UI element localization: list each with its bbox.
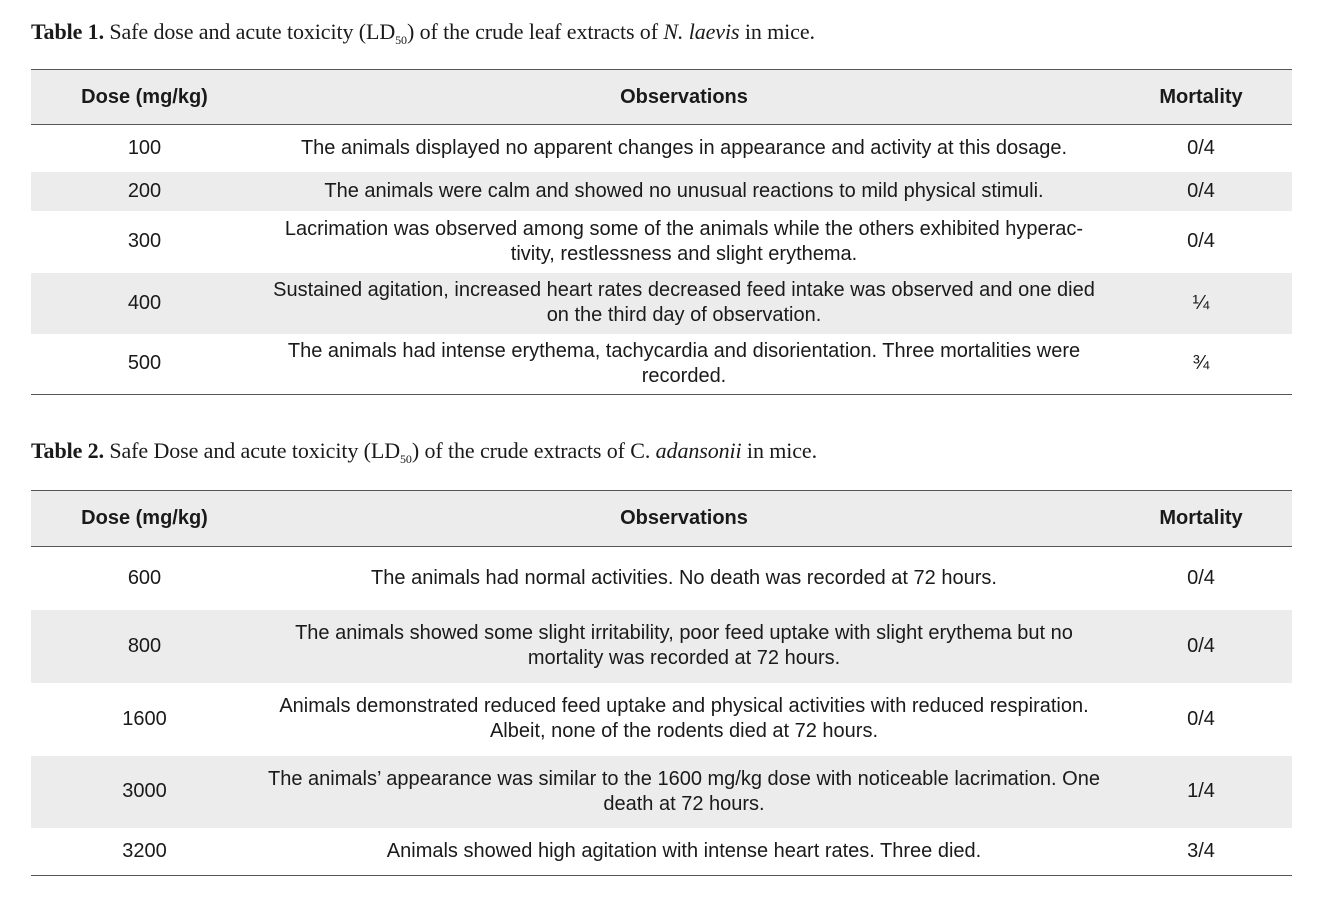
table1-header-row (31, 70, 1292, 125)
mortality-cell: 0/4 (1187, 179, 1215, 202)
observation-cell: The animals were calm and showed no unusual reactions to mild physical stimuli. (324, 179, 1044, 202)
dose-cell: 400 (127, 291, 162, 314)
dose-cell: 200 (127, 179, 162, 202)
observation-cell: Lacrimation was observed among some of the animals while the others exhibited hyperac-tivity, restlessness and slight erythema. (284, 217, 1084, 265)
mortality-cell: 0/4 (1187, 634, 1215, 657)
dose-cell: 500 (127, 352, 162, 375)
dose-cell: 3000 (122, 780, 167, 802)
observation-cell: Animals showed high agitation with intense heart rates. Three died. (386, 839, 982, 862)
dose-cell: 1600 (122, 707, 167, 730)
observation-cell: Animals demonstrated reduced feed uptake and physical activities with reduced respiration. Albeit, none of the rodents died at 72 hours. (279, 695, 1089, 742)
mortality-cell: 3/4 (1187, 839, 1215, 862)
header-mortality: Mortality (1159, 85, 1243, 108)
dose-cell: 600 (127, 566, 162, 589)
table2-header-row (31, 491, 1292, 547)
observation-cell: The animals showed some slight irritability, poor feed uptake with slight erythema but no mortality was recorded at 72 hours. (295, 622, 1073, 669)
dose-cell: 800 (127, 634, 162, 657)
header-mortality: Mortality (1159, 507, 1243, 529)
table1-label: Table 1. (31, 19, 104, 44)
observation-cell: The animals’ appearance was similar to the 1600 mg/kg dose with noticeable lacrimation. One death at 72 hours. (268, 767, 1100, 815)
dose-cell: 300 (127, 230, 162, 252)
table-row (31, 547, 1292, 610)
table-row (31, 610, 1292, 683)
dose-cell: 100 (127, 136, 162, 159)
table-row (31, 172, 1292, 211)
table2-caption: Table 2. Safe Dose and acute toxicity $(LD_{50})$ of the crude extracts of C. adansonii in mice. (31, 438, 817, 466)
table1-caption: Table 1. Safe dose and acute toxicity $(LD_{50})$ of the crude leaf extracts of N. laevis in mice. (31, 19, 815, 47)
header-observations: Observations (620, 85, 748, 108)
table-row (31, 756, 1292, 828)
mortality-cell: ¾ (1192, 352, 1210, 375)
mortality-cell: 0/4 (1187, 136, 1215, 159)
header-dose: Dose (mg/kg) (81, 85, 208, 108)
observation-cell: The animals had normal activities. No death was recorded at 72 hours. (371, 566, 997, 589)
table-row (31, 683, 1292, 756)
observation-cell: The animals displayed no apparent changes in appearance and activity at this dosage. (300, 136, 1068, 159)
table-row (31, 273, 1292, 334)
table1 (31, 69, 1292, 395)
table-row (31, 211, 1292, 273)
table-row (31, 334, 1292, 395)
header-dose: Dose (mg/kg) (81, 507, 208, 529)
mortality-cell: 0/4 (1187, 566, 1215, 589)
mortality-cell: 0/4 (1187, 707, 1215, 730)
observation-cell: Sustained agitation, increased heart rates decreased feed intake was observed and one died on the third day of observation. (273, 279, 1095, 326)
table-row (31, 125, 1292, 172)
table-row (31, 828, 1292, 876)
mortality-cell: ¼ (1192, 291, 1210, 314)
dose-cell: 3200 (122, 839, 167, 862)
mortality-cell: 0/4 (1187, 230, 1215, 252)
table2 (31, 490, 1292, 876)
header-observations: Observations (620, 507, 748, 529)
observation-cell: The animals had intense erythema, tachycardia and disorientation. Three mortalities were recorded. (287, 339, 1081, 387)
table2-label: Table 2. (31, 438, 104, 463)
mortality-cell: 1/4 (1187, 780, 1215, 802)
